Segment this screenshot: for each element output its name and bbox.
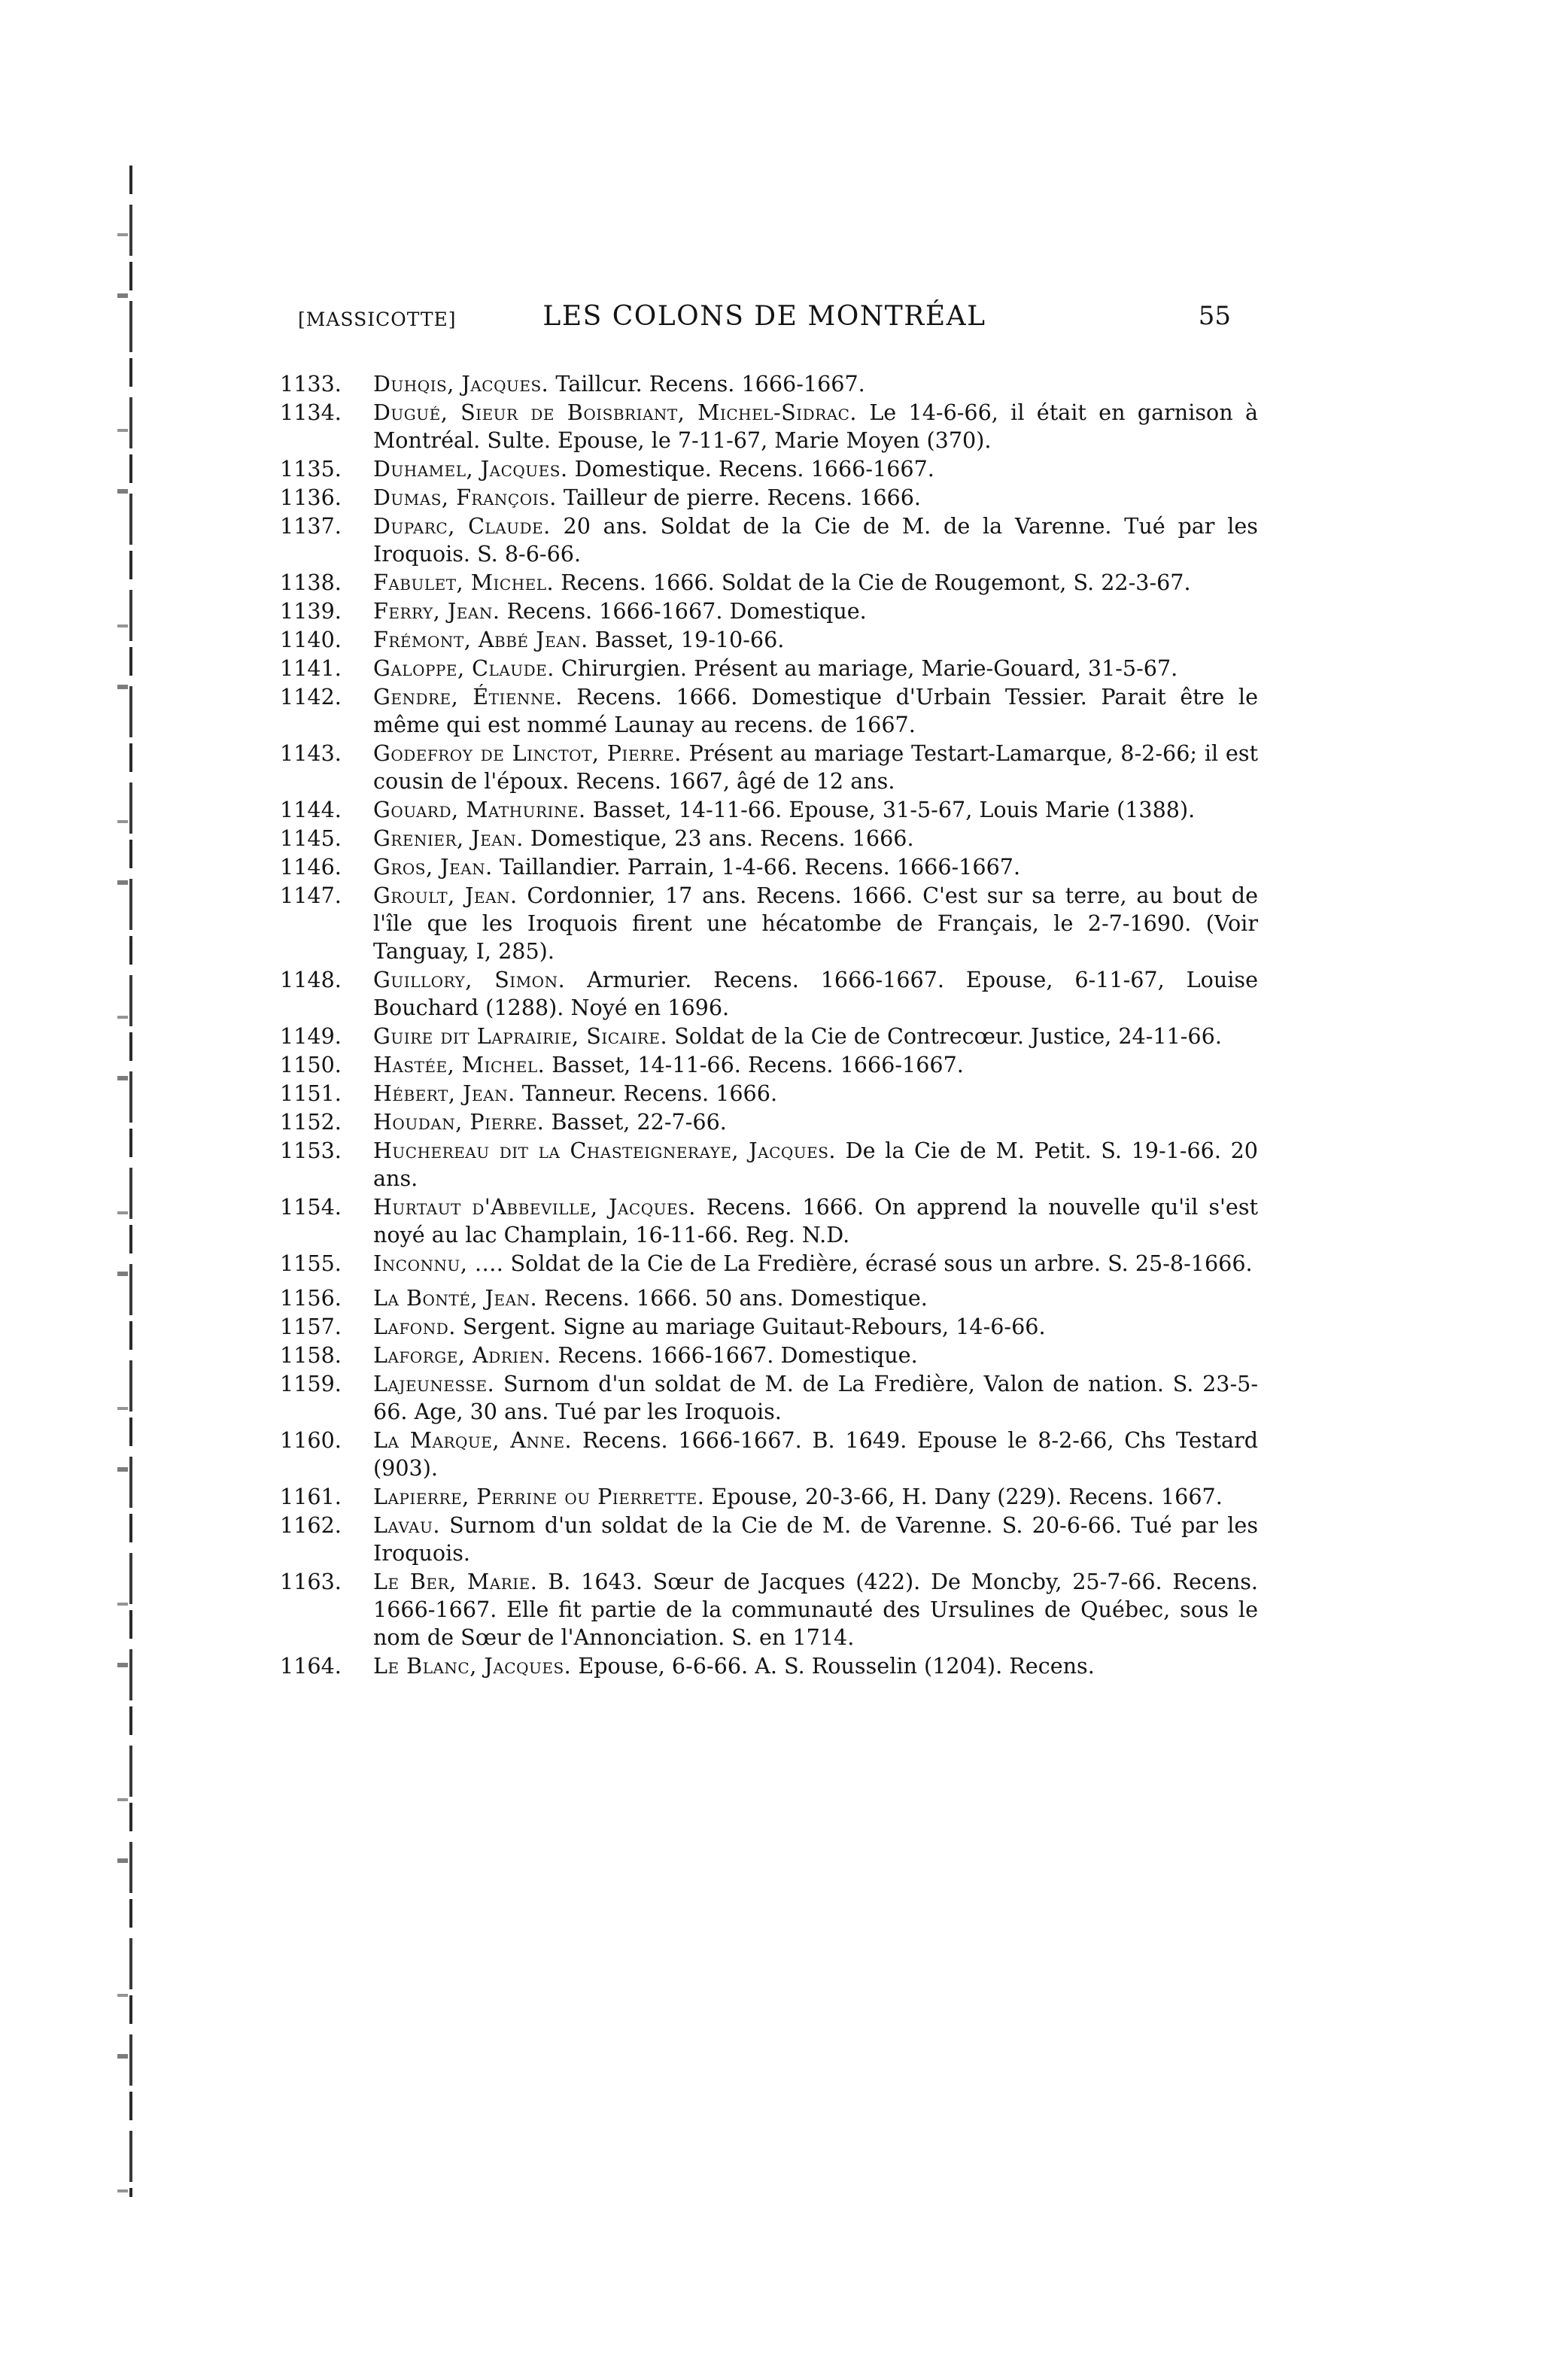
entry-body — [373, 796, 1258, 824]
entry-body — [373, 1137, 1258, 1193]
entry-text: Chirurgien. Présent au mariage, Marie-Gouard, 31-5-67. — [554, 655, 1178, 681]
entry-body — [373, 399, 1258, 454]
entry-name: Groult, Jean. — [373, 883, 518, 908]
entry-body — [373, 1051, 1258, 1079]
list-item — [280, 1284, 1258, 1312]
entry-number: 1156. — [280, 1285, 342, 1311]
entry-number: 1140. — [280, 627, 342, 652]
list-item — [280, 966, 1258, 1022]
entry-body — [373, 1193, 1258, 1249]
list-item — [280, 796, 1258, 824]
entry-number: 1145. — [280, 825, 342, 851]
entry-number: 1141. — [280, 655, 342, 681]
entry-text: Surnom d'un soldat de la Cie de M. de Varenne. S. 20-6-66. Tué par les Iroquois. — [373, 1512, 1258, 1566]
entry-text: Sergent. Signe au mariage Guitaut-Rebours, 14-6-66. — [455, 1314, 1046, 1339]
entry-body — [373, 1250, 1258, 1278]
list-item — [280, 1652, 1258, 1680]
entry-name: Duparc, Claude. — [373, 513, 551, 539]
list-item — [280, 399, 1258, 454]
entry-number: 1150. — [280, 1052, 342, 1077]
entry-name: Dumas, François. — [373, 485, 557, 510]
entry-number: 1136. — [280, 485, 342, 510]
list-item — [280, 1427, 1258, 1482]
running-head: [MASSICOTTE] — [298, 308, 457, 330]
entry-body — [373, 1108, 1258, 1136]
list-item — [280, 484, 1258, 512]
entry-name: Gouard, Mathurine. — [373, 797, 586, 822]
entry-text: Soldat de la Cie de Contrecœur. Justice, 24-11-66. — [667, 1023, 1222, 1049]
entry-number: 1144. — [280, 797, 342, 822]
page-title: LES COLONS DE MONTRÉAL — [542, 301, 986, 332]
entry-body — [373, 882, 1258, 965]
entry-number: 1135. — [280, 456, 342, 482]
entry-name: Hébert, Jean. — [373, 1080, 515, 1106]
entry-text: Basset, 14-11-66. Epouse, 31-5-67, Louis Marie (1388). — [585, 797, 1196, 822]
entry-text: Basset, 22-7-66. — [544, 1109, 727, 1135]
entry-name: Hastée, Michel. — [373, 1052, 545, 1077]
entry-text: Domestique. Recens. 1666-1667. — [567, 456, 934, 482]
entry-body — [373, 1370, 1258, 1426]
page-header — [298, 301, 1231, 346]
entry-text: Epouse, 20-3-66, H. Dany (229). Recens. 1667. — [704, 1484, 1223, 1509]
entry-body — [373, 825, 1258, 852]
list-item — [280, 1483, 1258, 1511]
page-number: 55 — [1198, 301, 1231, 331]
entry-text: B. 1643. Sœur de Jacques (422). De Moncby, 25-7-66. Recens. 1666-1667. Elle fit partie de la communauté des Ursulines de Québec, sous le nom de Sœur de l'Annonciation. S. en 1714. — [373, 1569, 1258, 1650]
entry-text: Soldat de la Cie de La Fredière, écrasé sous un arbre. S. 25-8-1666. — [503, 1250, 1253, 1276]
list-item — [280, 1512, 1258, 1567]
list-item — [280, 1137, 1258, 1193]
list-item — [280, 512, 1258, 568]
entry-number: 1139. — [280, 598, 342, 624]
list-item — [280, 1080, 1258, 1108]
entry-name: Houdan, Pierre. — [373, 1109, 545, 1135]
list-item — [280, 1568, 1258, 1652]
list-item — [280, 1250, 1258, 1278]
list-item — [280, 853, 1258, 881]
entry-body — [373, 740, 1258, 795]
entry-number: 1143. — [280, 740, 342, 766]
entry-body — [373, 455, 1258, 483]
entry-number: 1149. — [280, 1023, 342, 1049]
entry-number: 1146. — [280, 854, 342, 880]
binding-edge — [117, 166, 134, 2197]
list-item — [280, 1313, 1258, 1341]
entry-body — [373, 512, 1258, 568]
entry-name: Galoppe, Claude. — [373, 655, 555, 681]
entry-name: Hurtaut d'Abbeville, Jacques. — [373, 1194, 696, 1220]
entry-text: Domestique, 23 ans. Recens. 1666. — [523, 825, 914, 851]
entry-text: 20 ans. Soldat de la Cie de M. de la Varenne. Tué par les Iroquois. S. 8-6-66. — [373, 513, 1258, 567]
list-item — [280, 1193, 1258, 1249]
entry-body — [373, 1568, 1258, 1652]
entry-body — [373, 683, 1258, 739]
entry-text: Surnom d'un soldat de M. de La Fredière, Valon de nation. S. 23-5-66. Age, 30 ans. Tué par les Iroquois. — [373, 1371, 1258, 1424]
list-item — [280, 825, 1258, 852]
entry-number: 1157. — [280, 1314, 342, 1339]
entry-name: Guillory, Simon. — [373, 967, 566, 992]
entry-name: Ferry, Jean. — [373, 598, 500, 624]
list-item — [280, 683, 1258, 739]
entry-number: 1159. — [280, 1371, 342, 1396]
entry-number: 1137. — [280, 513, 342, 539]
entry-text: Epouse, 6-6-66. A. S. Rousselin (1204). Recens. — [571, 1653, 1095, 1679]
entry-name: Frémont, Abbé Jean. — [373, 627, 588, 652]
entry-body — [373, 1427, 1258, 1482]
entry-body — [373, 853, 1258, 881]
entry-body — [373, 370, 1258, 398]
entry-name: La Marque, Anne. — [373, 1427, 573, 1453]
entry-number: 1133. — [280, 371, 342, 397]
entry-number: 1160. — [280, 1427, 342, 1453]
list-item — [280, 655, 1258, 682]
list-item — [280, 1342, 1258, 1369]
list-item — [280, 597, 1258, 625]
list-item — [280, 455, 1258, 483]
entry-name: La Bonté, Jean. — [373, 1285, 538, 1311]
entry-number: 1138. — [280, 570, 342, 595]
entry-text: Tanneur. Recens. 1666. — [515, 1080, 778, 1106]
entry-name: Inconnu, .... — [373, 1250, 504, 1276]
entry-name: Lafond. — [373, 1314, 456, 1339]
entry-body — [373, 1284, 1258, 1312]
list-item — [280, 1051, 1258, 1079]
entry-text: Taillandier. Parrain, 1-4-66. Recens. 1666-1667. — [492, 854, 1021, 880]
entry-list — [280, 370, 1258, 1681]
entry-text: Recens. 1666-1667. B. 1649. Epouse le 8-2-66, Chs Testard (903). — [373, 1427, 1258, 1481]
list-item — [280, 1023, 1258, 1050]
list-item — [280, 569, 1258, 597]
entry-body — [373, 484, 1258, 512]
entry-body — [373, 1342, 1258, 1369]
entry-body — [373, 1652, 1258, 1680]
entry-name: Laforge, Adrien. — [373, 1342, 552, 1368]
entry-name: Gendre, Étienne. — [373, 684, 563, 710]
entry-text: Présent au mariage Testart-Lamarque, 8-2-66; il est cousin de l'époux. Recens. 1667, âgé de 12 ans. — [373, 740, 1259, 794]
entry-text: Recens. 1666. Domestique d'Urbain Tessier. Parait être le même qui est nommé Launay au recens. de 1667. — [373, 684, 1258, 737]
entry-text: Recens. 1666-1667. Domestique. — [551, 1342, 918, 1368]
entry-text: Taillcur. Recens. 1666-1667. — [548, 371, 865, 397]
entry-body — [373, 569, 1258, 597]
list-item — [280, 882, 1258, 965]
entry-text: Recens. 1666. 50 ans. Domestique. — [537, 1285, 928, 1311]
entry-body — [373, 966, 1258, 1022]
entry-number: 1162. — [280, 1512, 342, 1538]
entry-name: Fabulet, Michel. — [373, 570, 555, 595]
entry-body — [373, 1483, 1258, 1511]
list-item — [280, 1108, 1258, 1136]
entry-text: Tailleur de pierre. Recens. 1666. — [556, 485, 921, 510]
list-item — [280, 626, 1258, 654]
list-item — [280, 370, 1258, 398]
entry-text: Recens. 1666. On apprend la nouvelle qu'il s'est noyé au lac Champlain, 16-11-66. Reg. N.D. — [373, 1194, 1258, 1247]
entry-number: 1163. — [280, 1569, 342, 1594]
entry-body — [373, 1023, 1258, 1050]
entry-number: 1152. — [280, 1109, 342, 1135]
entry-number: 1142. — [280, 684, 342, 710]
entry-number: 1147. — [280, 883, 342, 908]
entry-name: Duhamel, Jacques. — [373, 456, 568, 482]
entry-name: Dugué, Sieur de Boisbriant, Michel-Sidrac. — [373, 400, 858, 425]
entry-name: Le Blanc, Jacques. — [373, 1653, 572, 1679]
entry-text: Le 14-6-66, il était en garnison à Montréal. Sulte. Epouse, le 7-11-67, Marie Moyen (370). — [373, 400, 1259, 453]
entry-number: 1134. — [280, 400, 342, 425]
entry-text: Cordonnier, 17 ans. Recens. 1666. C'est sur sa terre, au bout de l'île que les Iroquois firent une hécatombe de Français, le 2-7-1690. (Voir Tanguay, I, 285). — [373, 883, 1258, 964]
entry-name: Huchereau dit la Chasteigneraye, Jacques. — [373, 1138, 837, 1163]
entry-text: Basset, 14-11-66. Recens. 1666-1667. — [545, 1052, 964, 1077]
entry-number: 1158. — [280, 1342, 342, 1368]
entry-body — [373, 1313, 1258, 1341]
entry-text: Armurier. Recens. 1666-1667. Epouse, 6-11-67, Louise Bouchard (1288). Noyé en 1696. — [373, 967, 1258, 1020]
entry-body — [373, 655, 1258, 682]
entry-number: 1148. — [280, 967, 342, 992]
entry-text: Recens. 1666-1667. Domestique. — [500, 598, 867, 624]
entry-name: Godefroy de Linctot, Pierre. — [373, 740, 682, 766]
entry-body — [373, 1080, 1258, 1108]
entry-name: Grenier, Jean. — [373, 825, 524, 851]
entry-text: Recens. 1666. Soldat de la Cie de Rougemont, S. 22-3-67. — [554, 570, 1191, 595]
entry-text: Basset, 19-10-66. — [588, 627, 785, 652]
entry-name: Lapierre, Perrine ou Pierrette. — [373, 1484, 705, 1509]
entry-number: 1154. — [280, 1194, 342, 1220]
entry-text: De la Cie de M. Petit. S. 19-1-66. 20 ans. — [373, 1138, 1259, 1191]
binding-shadow-line — [129, 166, 132, 2197]
entry-name: Duhqis, Jacques. — [373, 371, 549, 397]
entry-name: Lajeunesse. — [373, 1371, 495, 1396]
entry-name: Gros, Jean. — [373, 854, 493, 880]
entry-number: 1164. — [280, 1653, 342, 1679]
entry-body — [373, 626, 1258, 654]
list-item — [280, 1370, 1258, 1426]
scan-specks — [117, 166, 128, 2197]
entry-name: Guire dit Laprairie, Sicaire. — [373, 1023, 668, 1049]
entry-body — [373, 597, 1258, 625]
entry-number: 1151. — [280, 1080, 342, 1106]
entry-number: 1153. — [280, 1138, 342, 1163]
list-item — [280, 740, 1258, 795]
entry-number: 1161. — [280, 1484, 342, 1509]
entry-name: Le Ber, Marie. — [373, 1569, 538, 1594]
entry-number: 1155. — [280, 1250, 342, 1276]
entry-body — [373, 1512, 1258, 1567]
entry-name: Lavau. — [373, 1512, 440, 1538]
